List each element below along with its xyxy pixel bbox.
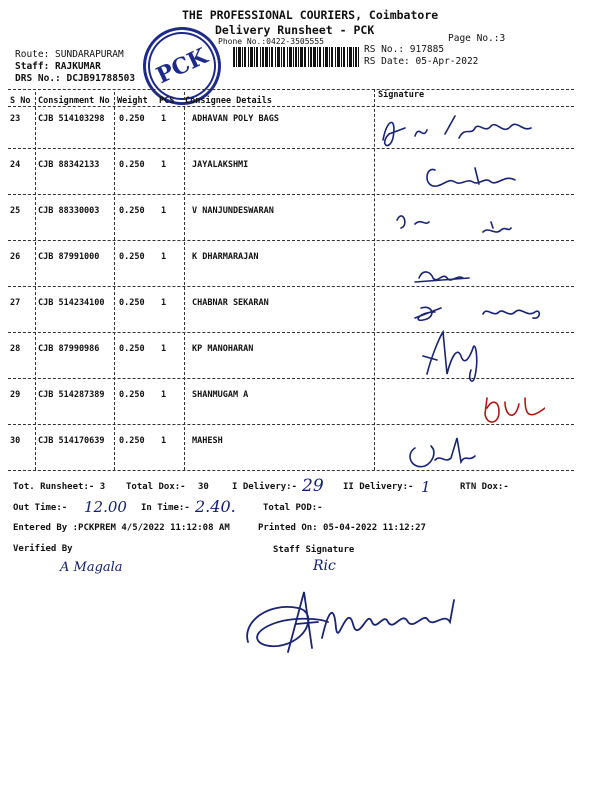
row-pcs: 1 [161,344,167,354]
row-consignment-no: CJB 87991000 [38,252,100,262]
in-time-value: 2.40. [195,497,236,516]
document-title: Delivery Runsheet - PCK [215,23,375,37]
signature-row-25 [397,216,511,232]
total-pod-label: Total POD:- [263,503,323,513]
row-sno: 27 [10,298,21,308]
col-header-signature: Signature [378,90,425,100]
row-consignee: KP MANOHARAN [192,344,254,354]
signature-row-28 [423,332,477,381]
row-consignment-no: CJB 88330003 [38,206,100,216]
row-consignee: MAHESH [192,436,223,446]
staff-initial: Ric [313,558,336,574]
route: Route: SUNDARAPURAM [15,49,124,60]
drs-number: DRS No.: DCJB91788503 [15,73,136,84]
row-consignee: CHABNAR SEKARAN [192,298,269,308]
col-header-consignee: Consignee Details [185,96,272,106]
row-consignment-no: CJB 514170639 [38,436,105,446]
row-consignee: K DHARMARAJAN [192,252,259,262]
row-pcs: 1 [161,252,167,262]
rs-date: RS Date: 05-Apr-2022 [364,56,479,67]
column-divider [114,92,115,470]
row-sno: 29 [10,390,21,400]
row-pcs: 1 [161,114,167,124]
col-header-sno: S No [10,96,31,106]
tot-runsheet: Tot. Runsheet:- 3 [13,482,106,492]
i-delivery-value: 29 [302,476,324,496]
row-weight: 0.250 [119,206,145,216]
col-header-pcs: PCS [159,96,175,106]
row-consignee: JAYALAKSHMI [192,160,249,170]
row-weight: 0.250 [119,436,145,446]
row-weight: 0.250 [119,160,145,170]
row-pcs: 1 [161,160,167,170]
row-sno: 25 [10,206,21,216]
row-consignment-no: CJB 514287389 [38,390,105,400]
table-header-border [8,106,574,107]
out-time-value: 12.00 [84,498,127,516]
staff-signature-label: Staff Signature [273,545,355,555]
row-consignment-no: CJB 88342133 [38,160,100,170]
row-weight: 0.250 [119,114,145,124]
out-time-label: Out Time:- [13,503,68,513]
delivery-signatures [375,108,545,488]
barcode [233,47,359,67]
printed-on: Printed On: 05-04-2022 11:12:27 [258,523,426,533]
row-sno: 26 [10,252,21,262]
row-pcs: 1 [161,436,167,446]
row-consignment-no: CJB 514234100 [38,298,105,308]
row-pcs: 1 [161,390,167,400]
in-time-label: In Time:- [141,503,190,513]
table-top-border [8,89,574,90]
i-delivery-label: I Delivery:- [232,482,298,492]
signature-row-23 [383,116,531,146]
row-sno: 24 [10,160,21,170]
column-divider [184,92,185,470]
ii-delivery-value: 1 [421,478,431,496]
row-consignment-no: CJB 87990986 [38,344,100,354]
signature-row-24 [427,168,515,186]
row-weight: 0.250 [119,298,145,308]
row-sno: 23 [10,114,21,124]
rtn-dox-label: RTN Dox:- [460,482,509,492]
company-name: THE PROFESSIONAL COURIERS, Coimbatore [182,8,439,22]
row-pcs: 1 [161,298,167,308]
staff: Staff: RAJKUMAR [15,61,101,72]
entered-by: Entered By :PCKPREM 4/5/2022 11:12:08 AM [13,523,230,533]
verified-by-signature: A Magala [60,560,123,575]
row-sno: 28 [10,344,21,354]
row-sno: 30 [10,436,21,446]
total-dox-value: 30 [198,482,209,492]
signature-row-30 [410,438,475,467]
page-number: Page No.:3 [448,33,506,44]
signature-row-26 [415,272,469,282]
staff-signature [238,582,468,672]
column-divider [35,92,36,470]
row-consignment-no: CJB 514103298 [38,114,105,124]
row-weight: 0.250 [119,390,145,400]
row-consignee: SHANMUGAM A [192,390,249,400]
row-consignee: ADHAVAN POLY BAGS [192,114,279,124]
phone-number: Phone No.:0422-3505555 [218,37,324,46]
row-weight: 0.250 [119,252,145,262]
signature-row-27 [415,307,539,320]
verified-by-label: Verified By [13,544,73,554]
rs-number: RS No.: 917885 [364,44,445,55]
row-consignee: V NANJUNDESWARAN [192,206,274,216]
col-header-consignment: Consignment No [38,96,110,106]
pck-stamp: PCK [130,14,234,118]
total-dox-label: Total Dox:- [126,482,186,492]
col-header-weight: Weight [117,96,148,106]
row-pcs: 1 [161,206,167,216]
signature-row-29 [485,398,545,422]
row-weight: 0.250 [119,344,145,354]
ii-delivery-label: II Delivery:- [343,482,414,492]
